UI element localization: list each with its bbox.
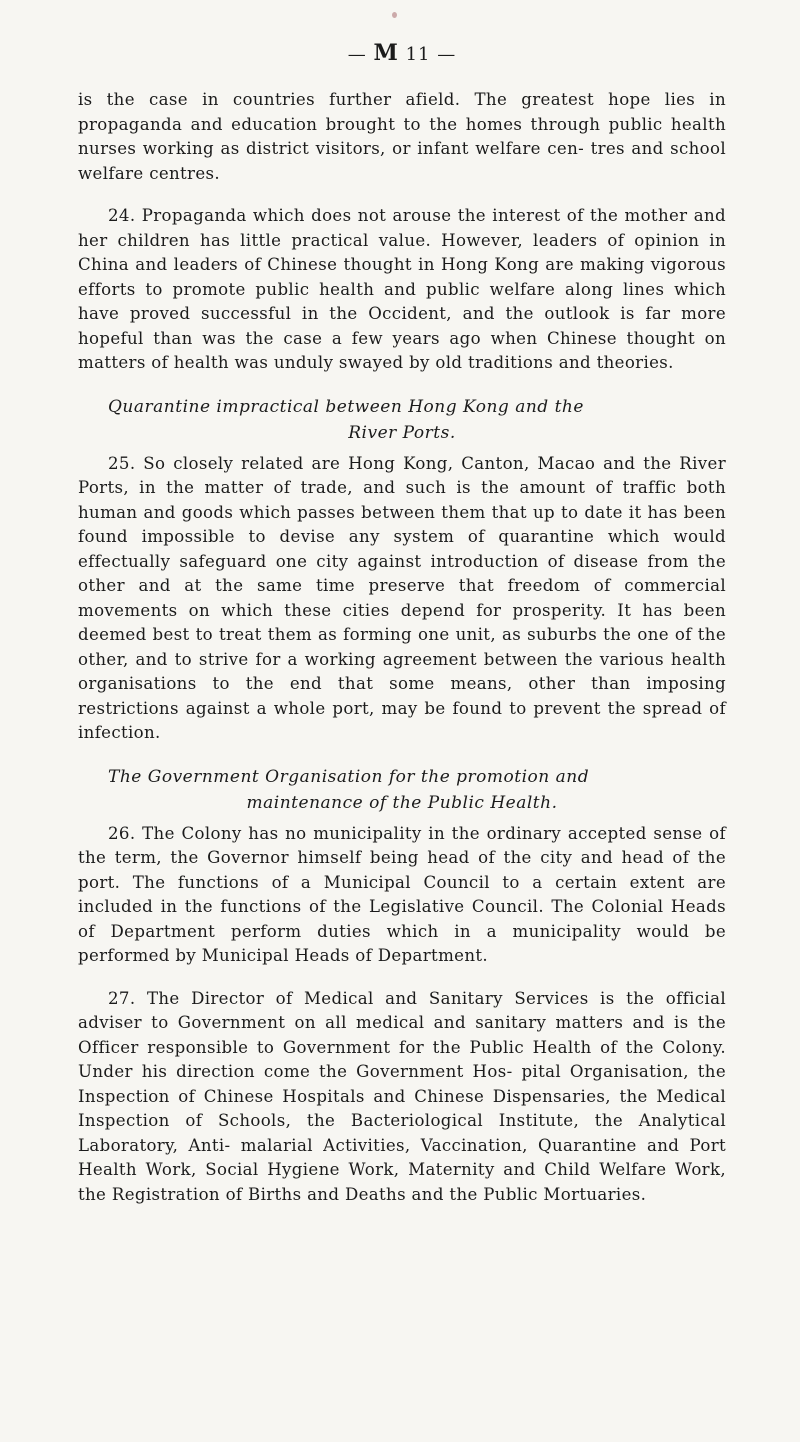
paragraph-25: 25. So closely related are Hong Kong, Canton, Macao and the River Ports, in the matter of trade, and such is the amount of traffic both human and goods which passes between them that up to date it has been found impossible to devise any system of quarantine which would effectually safeguard one city against introduction of disease from the other and at the same time preserve that freedom of commercial movements on which these cities depend for prosperity. It has been deemed best to treat them as forming one unit, as suburbs the one of the other, and to strive for a working agreement between the various health organisations to the end that some means, other than imposing restrictions against a whole port, may be found to prevent the spread of infection. [78, 453, 726, 742]
page-header [78, 40, 726, 66]
paragraph-26: 26. The Colony has no municipality in the ordinary accepted sense of the term, the Governor himself being head of the city and head of the port. The functions of a Municipal Council to a certain extent are included in the functions of the Legislative Council. The Colonial Heads of Department perform duties which in a municipality would be performed by Municipal Heads of Department. [78, 823, 726, 965]
header-dash-left: — [347, 44, 367, 65]
paragraph-intro: is the case in countries further afield. The greatest hope lies in propaganda and education brought to the homes through public health nurses working as district visitors, or infant welfare cen- tres and school welfare centres. [78, 90, 726, 183]
ink-dot [392, 12, 397, 18]
paragraph-27: 27. The Director of Medical and Sanitary Services is the official adviser to Government on all medical and sanitary matters and is the Officer responsible to Government for the Public Health of the Colony. Under his direction come the Government Hos- pital Organisation, the Inspection of Chinese Hospitals and Chinese Dispensaries, the Medical Inspection of Schools, the Bacteriological Institute, the Analytical Laboratory, Anti- malarial Activities, Vaccination, Quarantine and Port Health Work, Social Hygiene Work, Maternity and Child Welfare Work, the Registration of Births and Deaths and the Public Mortuaries. [78, 988, 726, 1204]
heading-government-line1: The Government Organisation for the promotion and [108, 766, 590, 787]
paragraph-24: 24. Propaganda which does not arouse the interest of the mother and her children has little practical value. However, leaders of opinion in China and leaders of Chinese thought in Hong Kong are making vigorous efforts to promote public health and public welfare along lines which have proved successful in the Occident, and the outlook is far more hopeful than was the case a few years ago when Chinese thought on matters of health was unduly swayed by old traditions and theories. [78, 206, 726, 372]
document-page [78, 40, 726, 1225]
heading-quarantine-line2: River Ports. [348, 422, 456, 443]
section-heading-government [78, 764, 726, 816]
page-number: 11 [405, 44, 431, 65]
heading-quarantine-line1: Quarantine impractical between Hong Kong and the [108, 396, 584, 417]
section-heading-quarantine [78, 394, 726, 446]
header-dash-right: — [437, 44, 457, 65]
heading-government-line2: maintenance of the Public Health. [246, 792, 558, 813]
header-section-letter: M [373, 40, 399, 66]
